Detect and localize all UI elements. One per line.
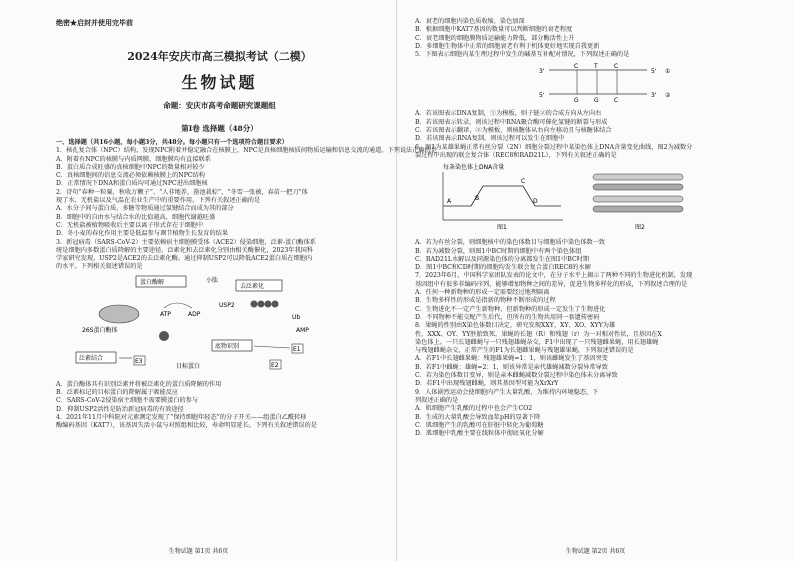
q9-option-d: D．肌细胞中乳酸主要在线粒体中彻底氧化分解 [415, 430, 544, 438]
fig1-title: 每条染色体上DNA含量 [443, 164, 505, 172]
label-degradation: 蛋白酶解 [140, 278, 165, 286]
q9-option-a: A．肌细胞产生乳酸的过程中也会产生CO2 [415, 405, 533, 413]
q9-stem: 9．人体剧烈运动会使细胞内产生大量乳酸，为维持内环境稳态，下 [415, 388, 599, 396]
q3-option-d: D．抑制USP2活性是防治新冠病毒的有效途径 [56, 405, 184, 413]
q8-stem-cont: 与残翅雌蝇杂交，正常产生的F1为长翅雌果蝇与残翅雄果蝇，下列叙述错误的是 [415, 347, 634, 355]
svg-text:C: C [521, 178, 526, 186]
label-ubiquitination: 泛素结合 [79, 354, 104, 362]
strand-label: ① [665, 68, 671, 76]
q7-option-a: A．任何一种新物种的形成一定需要经过地理隔离 [415, 289, 550, 297]
q2-stem-cont: 现了水、无机盐以及气温在农业生产中的重要作用。下列有关叙述正确的是 [56, 197, 261, 205]
strand-label: ② [665, 92, 671, 100]
q1-option-c: C．真核细胞间的信息交流必须依赖核膜上的NPC结构 [56, 172, 205, 180]
label-adp: ADP [188, 310, 201, 318]
q3-option-c: C．SARS-CoV-2侵染宿主细胞不需要膜蛋白的参与 [56, 397, 199, 405]
proteasome-shape [99, 305, 139, 323]
label-ub: Ub [292, 313, 301, 321]
q5-option-a: A．若该图表示DNA复制，①为模板，则子链②的合成方向从左向右 [415, 110, 602, 118]
fig2-caption: 图2 [635, 224, 645, 232]
q3-option-b: B．泛素标记的目标蛋白的降解属于吸能反应 [56, 389, 179, 397]
q7-option-b: B．生物多样性的形成是指新的物种不断形成的过程 [415, 297, 556, 305]
q8-option-a: A．若F1中长翅雌果蝇：残翅雄果蝇=1：1，则该雌蝇发生了基因突变 [415, 355, 608, 363]
q3-stem: 3．新冠病毒（SARS-CoV-2）主要依赖宿主细胞膜受体（ACE2）侵染细胞，泛素-蛋白酶体系 [56, 238, 316, 246]
q3-stem-cont: 学家研究发现，USP2是ACE2的去泛素化酶。通过抑制USP2可以降低ACE2蛋白质在细胞内 [56, 255, 313, 263]
subject-title: 生物试题 [181, 73, 258, 92]
strand-label: 5' [651, 68, 657, 76]
label-amp: AMP [296, 326, 309, 334]
section-heading: 一、选择题（共16小题，每小题3分，共48分。每小题只有一个选项符合题目要求） [56, 139, 288, 146]
svg-text:G: G [594, 97, 599, 105]
q1-option-a: A．附着有NPC的核膜与内质网膜、细胞膜均有直接联系 [56, 155, 211, 163]
q8-option-c: C．若为染色体数目变异，则是亲本雌蝇减数分裂过程中染色体未分离导致 [415, 372, 618, 380]
q6-option-c: C．RAD21L水解以及同源染色体的分离都发生在图1中BC时期 [415, 255, 590, 263]
q9-option-b: B．生成的大量乳酸会导致血浆pH的显著下降 [415, 413, 541, 421]
base-pairing-diagram [535, 61, 735, 103]
q7-stem: 7．2023年6月，中国科学家团队发表的论文中，在分子水平上揭示了两种不同的生物进化机制，发现 [415, 272, 693, 280]
q8-option-b: B．若F1中雌蝇：雄蝇=2：1，则该异常是亲代雄蝇减数分裂异常导致 [415, 363, 608, 371]
q6-stem-cont: 裂过程中出现的联会复合体（REC8和RAD21L），下列有关叙述正确的是 [415, 151, 617, 159]
label-e2: E2 [271, 361, 279, 369]
q7-option-c: C．生物进化不一定产生新物种，但新物种的形成一定发生了生物进化 [415, 305, 606, 313]
secret-label: 绝密★启封并使用完毕前 [56, 18, 133, 27]
q4-stem-cont: 酶编码基因（KAT7），该基因失活小鼠与对照组相比较，寿命明显延长。下列有关叙述错误的是 [56, 422, 317, 430]
fig1-caption: 图1 [497, 224, 507, 232]
label-e3: E3 [135, 357, 143, 365]
label-proteasome: 26S蛋白酶体 [82, 326, 118, 334]
label-deubiquitination: 去泛素化 [240, 282, 265, 290]
right-page [397, 0, 794, 561]
q7-stem-cont: 基因组中有很多非编码序列，能够增加物种之间的差异，促进生物多样化的形成，下列叙述合理的是 [415, 280, 688, 288]
q8-stem-cont: 性，XXX、OY、YY胚胎致死，果蝇的长翅（R）和残翅（r）为一对相对性状，且基因在X [415, 330, 662, 338]
q9-stem-cont: 列叙述正确的是 [415, 396, 459, 404]
svg-text:D: D [533, 198, 538, 206]
q5-stem: 5．下图表示细胞内某生理过程中发生的碱基互补配对情况，下列叙述正确的是 [415, 51, 630, 59]
part-heading: 第Ⅰ卷 选择题（48分） [181, 124, 258, 133]
q4-option-d: D．多细胞生物体中正常的细胞衰老有利于机体更好地实现自我更新 [415, 42, 600, 50]
setter-line: 命题：安庆市高考命题研究课题组 [163, 101, 276, 110]
label-target: 目标蛋白 [176, 362, 201, 370]
q4-option-c: C．衰老细胞的细胞膜物质运输能力降低，部分酶活性上升 [415, 34, 575, 42]
svg-text:C: C [614, 97, 619, 105]
fig1-curve [443, 186, 561, 206]
arrow-line [254, 346, 290, 348]
ubiquitin-pathway-diagram [64, 274, 364, 374]
q1-option-d: D．正常情况下DNA和蛋白质均可通过NPC进出细胞核 [56, 180, 208, 188]
q2-stem: 2．诗句“春种一粒粟，秋收万颗子”、“人非地养，凿池栽棕”，“冬雪一张被，春苗一把刀”体 [56, 188, 308, 196]
strand-label: 3' [539, 68, 545, 76]
q4-option-b: B．根据细胞中KAT7基因的数量可以判断细胞的衰老程度 [415, 26, 573, 34]
q8-stem: 8．果蝇的性别由X染色体数目决定，研究发现XXY、XY、XO、XYY为雄 [415, 322, 616, 330]
ubiquitin-chain [251, 300, 279, 307]
q6-option-b: B．若为减数分裂，则图1中BC时期的细胞中有两个染色体组 [415, 247, 582, 255]
fig2-chromosomes [593, 174, 683, 212]
target-protein-shape [159, 331, 169, 341]
q7-option-d: D．不同物种不能交配产生后代，但所有的生物共用同一套遗传密码 [415, 313, 600, 321]
svg-text:C: C [614, 63, 619, 71]
q2-option-d: D．冬小麦的春化作用主要是低温参与调节植物生长发育的结果 [56, 230, 229, 238]
atp-arrow [164, 303, 192, 308]
q4-option-a: A．衰老的细胞内染色质收缩，染色加深 [415, 18, 525, 25]
svg-text:G: G [574, 97, 579, 105]
q8-option-d: D．若F1中出现残翅雌蝇，则其基因型可能为XrXrY [415, 380, 559, 388]
figure-1-2 [423, 162, 703, 232]
svg-text:B: B [475, 195, 480, 203]
q5-option-b: B．若该图表示转录，则该过程中RNA聚合酶可催化氢键的断裂与形成 [415, 118, 608, 126]
q9-option-c: C．肌细胞产生的乳酸可在肝脏中转化为葡萄糖 [415, 421, 544, 429]
q5-option-d: D．若该图表示RNA复制，则该过程可以发生在细胞中 [415, 135, 565, 143]
q3-stem-cont: 的水平。下列相关叙述错误的是 [56, 263, 143, 271]
base-letters [574, 63, 618, 104]
strand-label: 5' [539, 92, 545, 100]
q2-option-c: C．无机盐被植物吸收后主要以离子形式存在于细胞中 [56, 221, 204, 229]
label-usp2: USP2 [219, 301, 235, 309]
svg-text:C: C [574, 63, 579, 71]
label-atp: ATP [160, 310, 171, 318]
label-e1: E1 [293, 345, 301, 353]
svg-text:T: T [594, 63, 598, 71]
q2-option-a: A．水分子间与蛋白质、多糖等物质通过氢键结合而成为其的部分 [56, 205, 234, 213]
q5-option-c: C．若该图表示翻译，②为模板，则核糖体从右向左移动且与核糖体结合 [415, 127, 612, 135]
left-footer: 生物试题 第1页 共6页 [168, 548, 229, 555]
q6-option-a: A．若为有丝分裂，则细胞核中的染色体数目与细胞质中染色体数一致 [415, 239, 606, 247]
q3-stem-cont: 统是细胞内多数蛋白质降解的主要途径。泛素化和去泛素化分别由相关酶催化，2023年我国科 [56, 246, 314, 254]
q4-stem: 4．2021年11月中科院对元素测定发现了“保持细胞年轻态”的分子开关——组蛋白乙酰转移 [56, 413, 307, 421]
q3-option-a: A．蛋白酶体具有识别泛素并将被泛素化的蛋白质降解的作用 [56, 380, 222, 388]
q8-stem-cont: 染色体上。一只长翅雌蝇与一只残翅雄蝇杂交，F1中出现了一只残翅雌果蝇，用长翅雄蝇 [415, 338, 659, 346]
q6-option-d: D．图1中BC和CD时期的细胞均发生联会复合蛋白REC8的水解 [415, 264, 591, 272]
right-footer: 生物试题 第2页 共6页 [565, 548, 626, 555]
q6-stem: 6．图1为某雄果蝇正常有丝分裂（2N）细胞分裂过程中某染色体上DNA含量变化曲线，图2为减数分 [415, 143, 693, 151]
label-recognition: 底物识别 [215, 342, 240, 350]
label-peptide: 小肽 [206, 276, 219, 284]
strand-label: 3' [651, 92, 657, 100]
q1-option-b: B．蛋白质合成旺盛的真核细胞中NPC的数量相对较少 [56, 163, 205, 171]
svg-text:A: A [447, 198, 452, 206]
q1-stem: 1．核孔复合体（NPC）结构，发现NPC附着并稳定融合在核膜上，NPC是真核细胞核质间物质运输和信息交流的通道。下列说法正确的是 [56, 147, 437, 155]
q2-option-b: B．细胞中的自由水与结合水的比值越高，细胞代谢越旺盛 [56, 213, 216, 221]
exam-title: 2024年安庆市高三模拟考试（二模） [127, 50, 312, 63]
